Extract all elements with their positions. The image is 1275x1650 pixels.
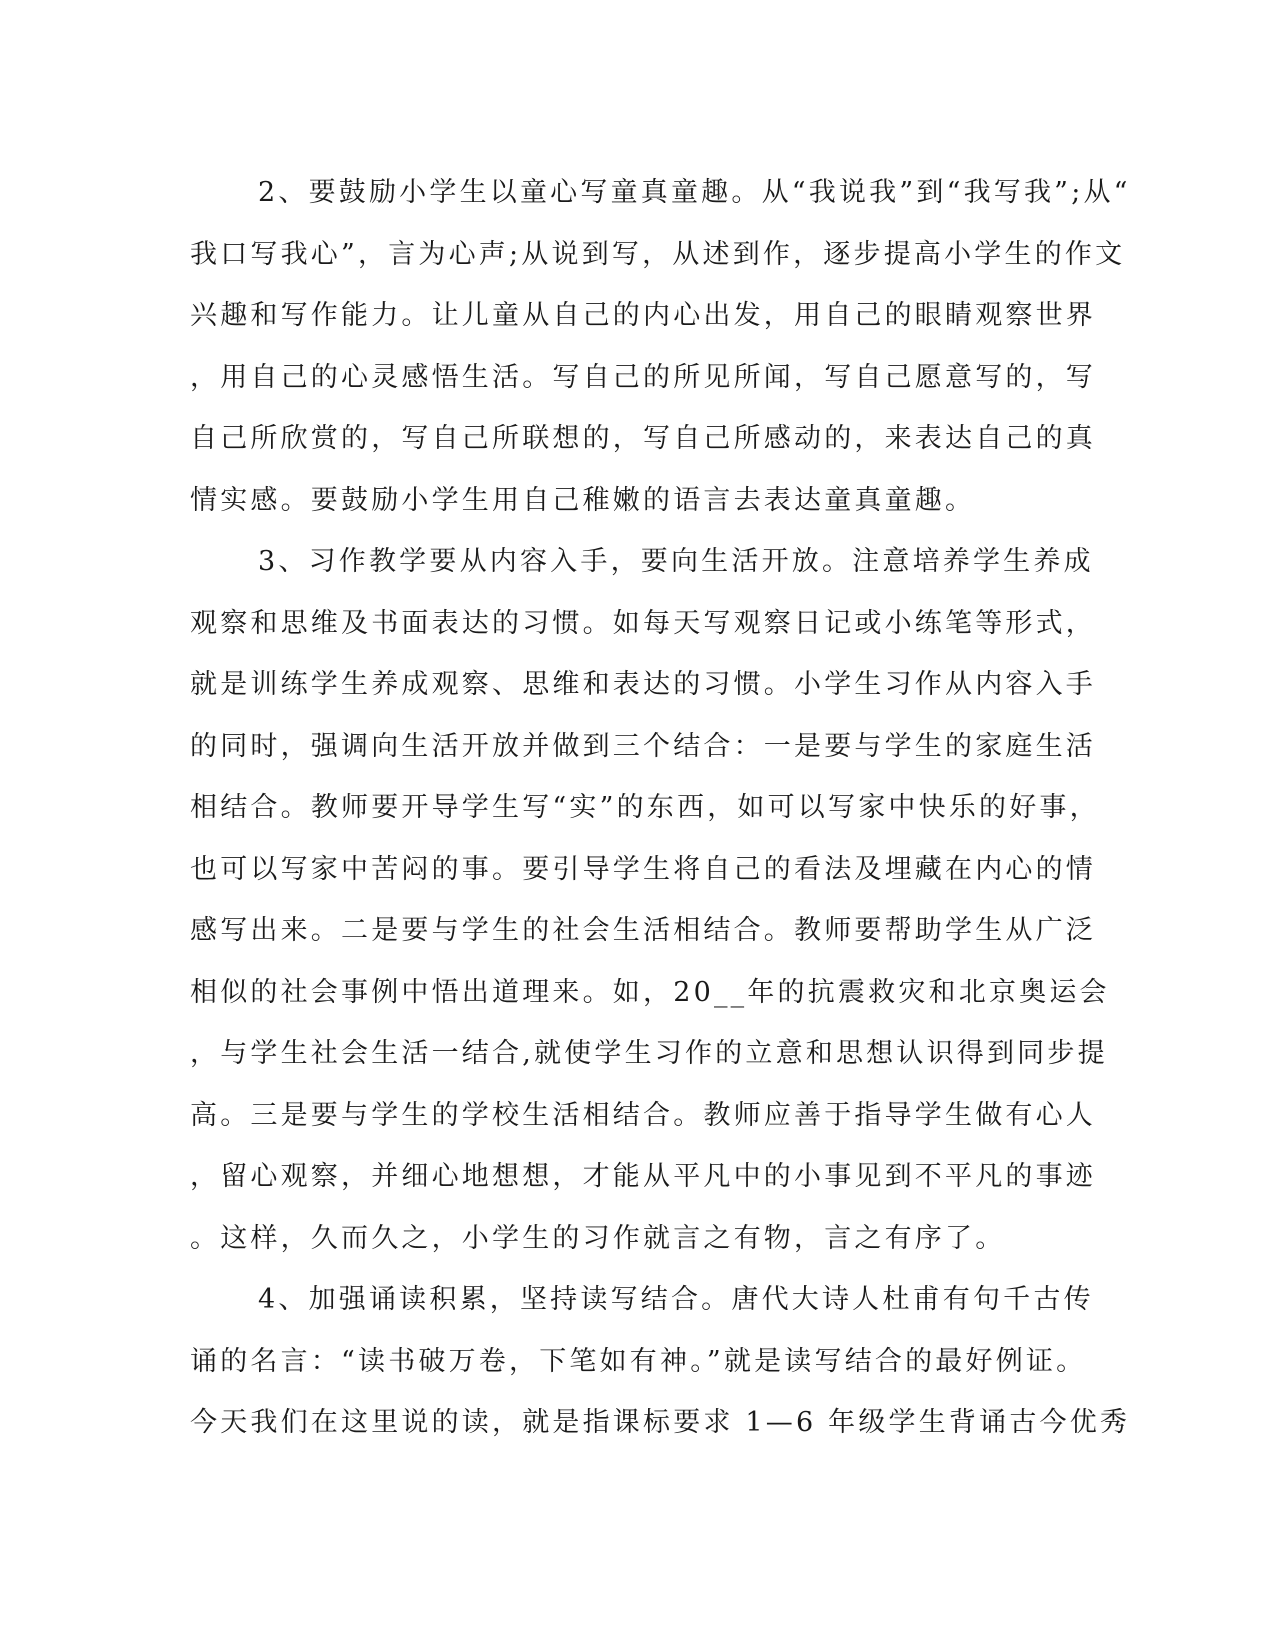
text-line: 2、要鼓励小学生以童心写童真童趣。从“我说我”到“我写我”;从“ <box>258 177 1131 208</box>
text-line: 今天我们在这里说的读，就是指课标要求 1—6 年级学生背诵古今优秀 <box>190 1407 1131 1438</box>
text-line: 兴趣和写作能力。让儿童从自己的内心出发，用自己的眼睛观察世界 <box>190 300 1096 331</box>
text-line: 4、加强诵读积累，坚持读写结合。唐代大诗人杜甫有句千古传 <box>258 1284 1094 1315</box>
text-line: 观察和思维及书面表达的习惯。如每天写观察日记或小练笔等形式， <box>190 607 1096 639</box>
text-line: ，用自己的心灵感悟生活。写自己的所见所闻，写自己愿意写的，写 <box>190 361 1096 393</box>
text-line: 3、习作教学要从内容入手，要向生活开放。注意培养学生养成 <box>258 546 1094 577</box>
text-line: 高。三是要与学生的学校生活相结合。教师应善于指导学生做有心人 <box>190 1099 1096 1131</box>
text-line: 感写出来。二是要与学生的社会生活相结合。教师要帮助学生从广泛 <box>190 915 1096 946</box>
text-line: 的同时，强调向生活开放并做到三个结合：一是要与学生的家庭生活 <box>190 730 1096 762</box>
text-line: 相似的社会事例中悟出道理来。如，20__年的抗震救灾和北京奥运会 <box>190 976 1110 1008</box>
body-text <box>190 162 1131 1454</box>
text-line: 情实感。要鼓励小学生用自己稚嫩的语言去表达童真童趣。 <box>190 484 976 516</box>
text-line: ，与学生社会生活一结合,就使学生习作的立意和思想认识得到同步提 <box>190 1038 1108 1069</box>
text-line: 诵的名言：“读书破万卷，下笔如有神。”就是读写结合的最好例证。 <box>190 1345 1087 1377</box>
text-line: ，留心观察，并细心地想想，才能从平凡中的小事见到不平凡的事迹 <box>190 1161 1096 1192</box>
text-line: 就是训练学生养成观察、思维和表达的习惯。小学生习作从内容入手 <box>190 669 1096 700</box>
text-line: 我口写我心”，言为心声;从说到写，从述到作，逐步提高小学生的作文 <box>190 238 1126 270</box>
text-line: 也可以写家中苦闷的事。要引导学生将自己的看法及埋藏在内心的情 <box>190 853 1096 885</box>
text-line: 。这样，久而久之，小学生的习作就言之有物，言之有序了。 <box>190 1222 1006 1254</box>
text-line: 自己所欣赏的，写自己所联想的，写自己所感动的，来表达自己的真 <box>190 423 1096 454</box>
text-line: 相结合。教师要开导学生写“实”的东西，如可以写家中快乐的好事， <box>190 792 1100 823</box>
